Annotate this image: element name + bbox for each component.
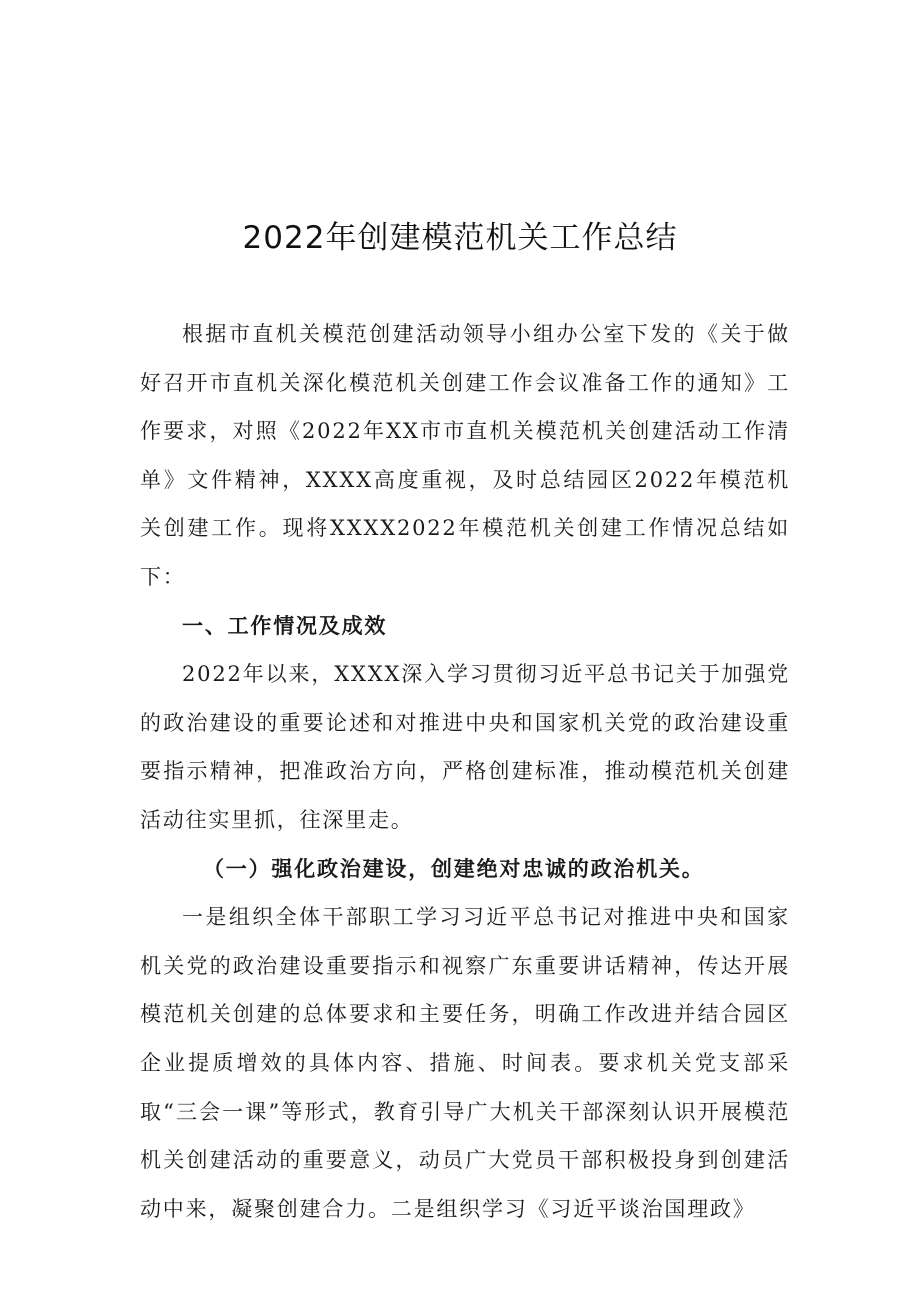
- document-title: 2022年创建模范机关工作总结: [242, 220, 678, 256]
- subsection-paragraph: 一是组织全体干部职工学习习近平总书记对推进中央和国家机关党的政治建设重要指示和视察广东重要讲话精神，传达开展模范机关创建的总体要求和主要任务，明确工作改进并结合园区企业提质增效的具体内容、措施、时间表。要求机关党支部采取“三会一课”等形式，教育引导广大机关干部深刻认识开展模范机关创建活动的重要意义，动员广大党员干部积极投身到创建活动中来，凝聚创建合力。二是组织学习《习近平谈治国理政》: [140, 905, 790, 1221]
- section-paragraph: 2022年以来，XXXX深入学习贯彻习近平总书记关于加强党的政治建设的重要论述和对推进中央和国家机关党的政治建设重要指示精神，把准政治方向，严格创建标准，推动模范机关创建活动往实里抓，往深里走。: [140, 662, 790, 832]
- subsection-heading: （一）强化政治建设，创建绝对忠诚的政治机关。: [203, 856, 705, 881]
- document-body: [140, 310, 790, 1233]
- section-heading: 一、工作情况及成效: [182, 613, 388, 638]
- intro-paragraph: 根据市直机关模范创建活动领导小组办公室下发的《关于做好召开市直机关深化模范机关创建工作会议准备工作的通知》工作要求，对照《2022年XX市市直机关模范机关创建活动工作清单》文件精神，XXXX高度重视，及时总结园区2022年模范机关创建工作。现将XXXX2022年模范机关创建工作情况总结如下：: [140, 322, 790, 589]
